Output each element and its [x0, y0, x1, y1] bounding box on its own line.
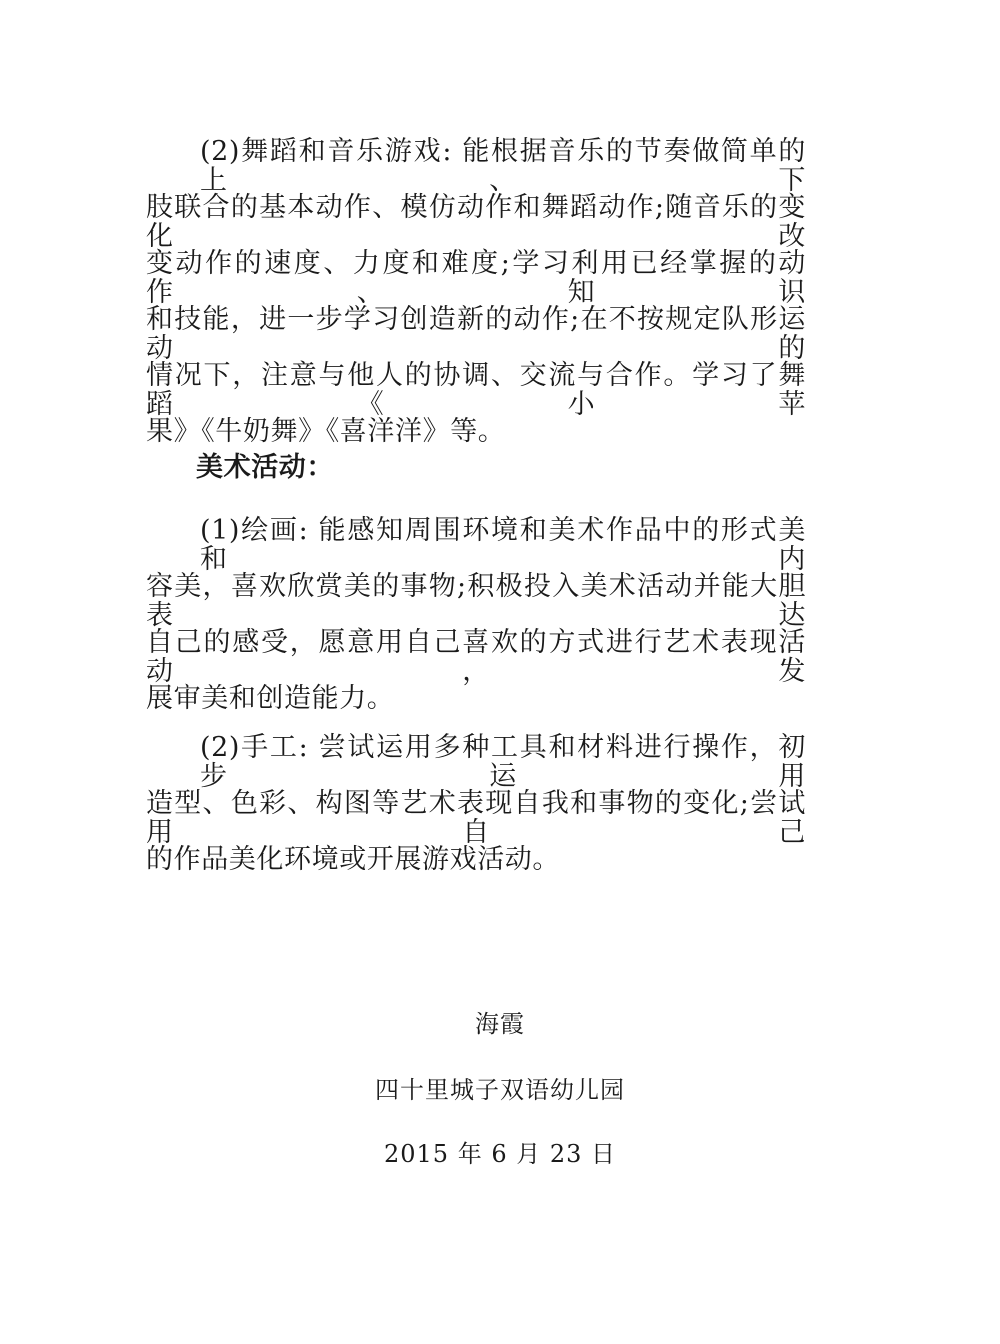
drawing-paragraph	[146, 516, 806, 713]
paragraph-line: 和技能，进一步学习创造新的动作;在不按规定队形运动的	[146, 304, 806, 364]
paragraph-line: 的作品美化环境或开展游戏活动。	[146, 844, 560, 875]
dance-music-paragraph	[146, 137, 806, 446]
paragraph-line: 容美，喜欢欣赏美的事物;积极投入美术活动并能大胆表达	[146, 571, 806, 631]
art-section-heading: 美术活动：	[196, 452, 334, 483]
paragraph-line: 自己的感受，愿意用自己喜欢的方式进行艺术表现活动，发	[146, 627, 806, 687]
paragraph-line: (2)手工: 尝试运用多种工具和材料进行操作，初步运用	[200, 732, 806, 792]
signature-name: 海霞	[475, 1010, 525, 1038]
paragraph-line: 展审美和创造能力。	[146, 683, 395, 714]
paragraph-line: 造型、色彩、构图等艺术表现自我和事物的变化;尝试用自己	[146, 788, 806, 848]
paragraph-line: 肢联合的基本动作、模仿动作和舞蹈动作;随音乐的变化改	[146, 192, 806, 252]
paragraph-line: 情况下，注意与他人的协调、交流与合作。学习了舞蹈《小苹	[146, 360, 806, 420]
signature-date: 2015 年 6 月 23 日	[383, 1140, 617, 1168]
paragraph-line: 果》《牛奶舞》《喜洋洋》等。	[146, 416, 506, 447]
signature-school: 四十里城子双语幼儿园	[375, 1076, 625, 1104]
handcraft-paragraph	[146, 733, 806, 874]
paragraph-line: 变动作的速度、力度和难度;学习利用已经掌握的动作、知识	[146, 248, 806, 308]
paragraph-line: (2)舞蹈和音乐游戏: 能根据音乐的节奏做简单的上、下	[200, 136, 806, 196]
paragraph-line: (1)绘画: 能感知周围环境和美术作品中的形式美和内	[200, 515, 806, 575]
